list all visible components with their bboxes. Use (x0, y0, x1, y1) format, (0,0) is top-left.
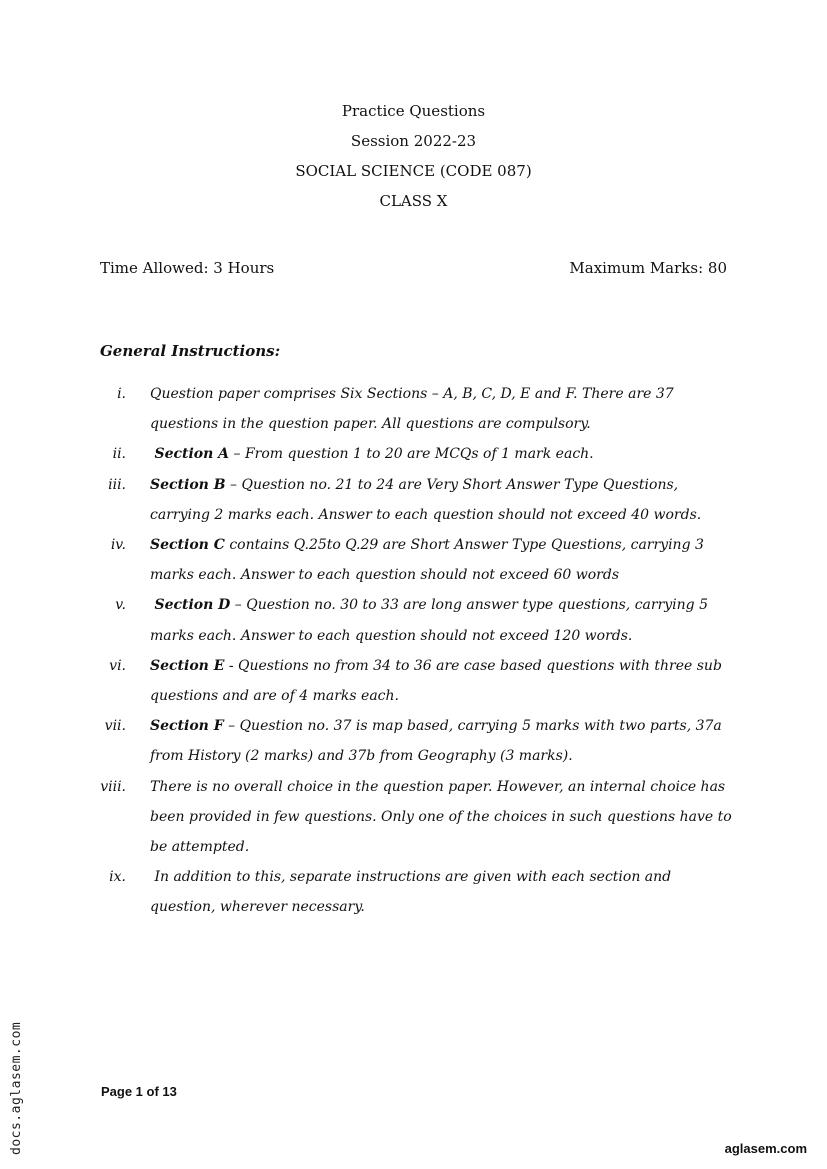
exam-meta-row (100, 256, 727, 280)
instruction-text (150, 651, 736, 711)
instruction-number: iv. (110, 537, 126, 554)
instruction-number: vii. (104, 718, 126, 735)
instruction-detail: contains Q.25to Q.29 are Short Answer Type Questions, carrying 3 marks each. Answer to each question should not exceed 60 words (150, 537, 704, 584)
side-watermark: docs.aglasem.com (9, 1021, 24, 1155)
instruction-number: ii. (112, 446, 126, 463)
instruction-text (150, 379, 736, 439)
corner-watermark: aglasem.com (724, 1141, 807, 1156)
instruction-text (150, 470, 736, 530)
section-label: Section D (154, 597, 231, 614)
instruction-text (150, 711, 736, 771)
section-label: Section C (150, 537, 225, 554)
time-allowed: Time Allowed: 3 Hours (100, 259, 275, 277)
instruction-item (96, 772, 736, 863)
instruction-number: viii. (100, 778, 126, 795)
instruction-number: vi. (109, 657, 126, 674)
page-number: Page 1 of 13 (101, 1084, 177, 1099)
section-label: Section B (150, 476, 226, 493)
class-label: CLASS X (379, 192, 448, 210)
instruction-number: ix. (109, 869, 126, 886)
section-label: Section F (150, 718, 224, 735)
session-label: Session 2022-23 (350, 132, 477, 150)
general-instructions-heading: General Instructions: (100, 342, 281, 360)
instruction-number: i. (117, 386, 126, 402)
document-title: Practice Questions (341, 102, 486, 120)
instruction-text (150, 862, 736, 922)
instruction-item (96, 651, 736, 711)
maximum-marks: Maximum Marks: 80 (569, 259, 727, 277)
instruction-detail: – Question no. 30 to 33 are long answer type questions, carrying 5 marks each. Answer to each question should not exceed 120 words. (150, 597, 708, 644)
instruction-text (150, 590, 736, 650)
instructions-list (96, 379, 736, 923)
subject-label: SOCIAL SCIENCE (CODE 087) (295, 162, 532, 180)
instruction-item (96, 530, 736, 590)
instruction-item (96, 590, 736, 650)
instruction-detail: There is no overall choice in the question paper. However, an internal choice has been provided in few questions. Only one of the choices in such questions have to be attempted. (150, 778, 732, 856)
instruction-item (96, 711, 736, 771)
instruction-item (96, 470, 736, 530)
instruction-text (150, 439, 736, 469)
instruction-detail: – Question no. 37 is map based, carrying 5 marks with two parts, 37a from History (2 marks) and 37b from Geography (3 marks). (150, 718, 722, 765)
instruction-number: iii. (108, 476, 126, 493)
instruction-detail: – From question 1 to 20 are MCQs of 1 mark each. (229, 446, 594, 463)
instruction-number: v. (115, 597, 126, 614)
section-label: Section A (154, 446, 230, 463)
instruction-item (96, 862, 736, 922)
instruction-detail: – Question no. 21 to 24 are Very Short Answer Type Questions, carrying 2 marks each. Answer to each question should not exceed 40 words. (150, 476, 702, 523)
instruction-text (150, 772, 736, 863)
document-header (0, 96, 827, 216)
instruction-item (96, 379, 736, 439)
instruction-detail: Question paper comprises Six Sections – A, B, C, D, E and F. There are 37 questions in the question paper. All questions are compulsory. (150, 386, 674, 433)
section-label: Section E (150, 657, 225, 674)
instruction-item (96, 439, 736, 469)
instruction-detail: - Questions no from 34 to 36 are case based questions with three sub questions and are of 4 marks each. (150, 657, 722, 705)
instruction-detail: In addition to this, separate instructions are given with each section and question, wherever necessary. (150, 869, 672, 916)
instruction-text (150, 530, 736, 590)
